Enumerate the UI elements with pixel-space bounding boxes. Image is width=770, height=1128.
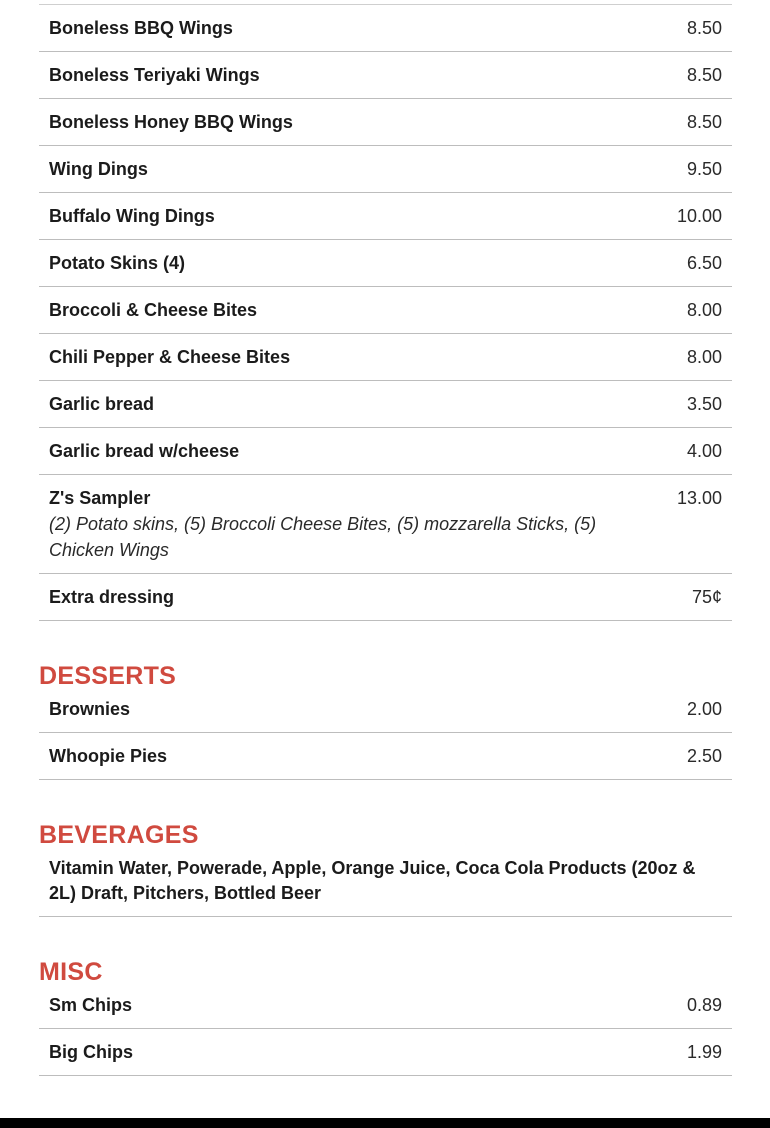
section-title: DESSERTS xyxy=(39,662,177,690)
menu-item-price: 1.99 xyxy=(686,1042,722,1062)
menu-item-price: 8.50 xyxy=(686,65,722,85)
menu-item-price: 13.00 xyxy=(676,488,722,508)
menu-item-name: Broccoli & Cheese Bites xyxy=(49,300,258,320)
menu-item xyxy=(39,428,732,475)
menu-item xyxy=(39,691,732,733)
menu-item-price: 8.00 xyxy=(686,300,722,320)
bottom-bar xyxy=(0,1118,770,1128)
menu-item-details xyxy=(49,486,677,563)
menu-item-price: 3.50 xyxy=(686,394,722,414)
menu-item xyxy=(39,475,732,574)
menu-item xyxy=(39,99,732,146)
menu-item xyxy=(39,193,732,240)
menu-item-name: Potato Skins (4) xyxy=(49,253,186,273)
menu-item-name: Buffalo Wing Dings xyxy=(49,206,215,226)
menu-item-price: 6.50 xyxy=(686,253,722,273)
menu-item xyxy=(39,574,732,621)
menu-item-details xyxy=(49,993,687,1018)
menu-item xyxy=(39,987,732,1029)
menu-item xyxy=(39,381,732,428)
menu-item-price: 0.89 xyxy=(686,995,722,1015)
menu-item-list xyxy=(39,691,732,780)
menu-item-details xyxy=(49,697,687,722)
menu-item-name: Wing Dings xyxy=(49,159,148,179)
menu-item-details xyxy=(49,1040,687,1065)
menu-item-details xyxy=(49,16,687,41)
menu-item-price: 8.50 xyxy=(686,18,722,38)
menu-item-price: 2.00 xyxy=(686,699,722,719)
menu-item-details xyxy=(49,439,687,464)
menu-item-name: Big Chips xyxy=(49,1042,133,1062)
menu-item-name: Garlic bread w/cheese xyxy=(49,441,240,461)
menu-item xyxy=(39,334,732,381)
menu-section xyxy=(39,4,732,621)
menu-item-details xyxy=(49,856,722,906)
menu-item xyxy=(39,1029,732,1076)
menu-item xyxy=(39,287,732,334)
menu-section xyxy=(39,957,732,1076)
menu-item-name: Chili Pepper & Cheese Bites xyxy=(49,347,291,367)
menu-item-details xyxy=(49,392,687,417)
menu-item-details xyxy=(49,744,687,769)
menu-item-details xyxy=(49,157,687,182)
menu-item-name: Sm Chips xyxy=(49,995,133,1015)
menu-item-name: Extra dressing xyxy=(49,587,175,607)
menu-item-list xyxy=(39,5,732,621)
menu-item-list xyxy=(39,850,732,917)
menu-item xyxy=(39,240,732,287)
menu-item-price: 2.50 xyxy=(686,746,722,766)
menu-item-price: 75¢ xyxy=(691,587,722,607)
menu-item-name: Boneless BBQ Wings xyxy=(49,18,233,38)
menu-item-details xyxy=(49,110,687,135)
menu-item-details xyxy=(49,251,687,276)
menu-section xyxy=(39,820,732,917)
menu-item-price: 10.00 xyxy=(676,206,722,226)
menu-item-price: 4.00 xyxy=(686,441,722,461)
menu-item-name: Garlic bread xyxy=(49,394,155,414)
menu-item-list xyxy=(39,987,732,1076)
menu-section xyxy=(39,661,732,780)
section-title: MISC xyxy=(39,958,103,986)
menu-item-price: 9.50 xyxy=(686,159,722,179)
menu xyxy=(39,4,732,1116)
menu-item xyxy=(39,52,732,99)
menu-item-details xyxy=(49,345,687,370)
menu-item-details xyxy=(49,63,687,88)
menu-item-price: 8.00 xyxy=(686,347,722,367)
menu-item-price: 8.50 xyxy=(686,112,722,132)
section-title: BEVERAGES xyxy=(39,821,199,849)
menu-item-name: Z's Sampler xyxy=(49,488,151,508)
menu-item-description: (2) Potato skins, (5) Broccoli Cheese Bites, (5) mozzarella Sticks, (5) Chicken Wings xyxy=(49,514,597,560)
menu-item-details xyxy=(49,585,692,610)
menu-item-details xyxy=(49,204,677,229)
menu-item-name: Vitamin Water, Powerade, Apple, Orange Juice, Coca Cola Products (20oz & 2L) Draft, Pitchers, Bottled Beer xyxy=(49,858,696,903)
menu-item-name: Whoopie Pies xyxy=(49,746,168,766)
menu-item xyxy=(39,850,732,917)
menu-item-name: Boneless Teriyaki Wings xyxy=(49,65,260,85)
menu-item xyxy=(39,5,732,52)
menu-item xyxy=(39,146,732,193)
menu-item-name: Brownies xyxy=(49,699,131,719)
menu-item-name: Boneless Honey BBQ Wings xyxy=(49,112,293,132)
menu-item-details xyxy=(49,298,687,323)
menu-item xyxy=(39,733,732,780)
